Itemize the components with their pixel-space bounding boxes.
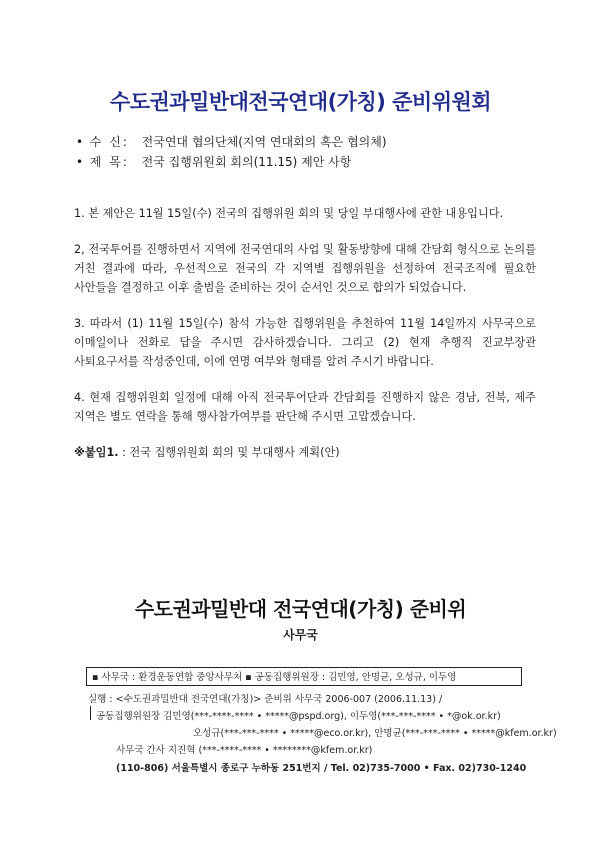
paragraph-2: 2, 전국투어를 진행하면서 지역에 전국연대의 사업 및 활동방향에 대해 간담회 형식으로 논의를 거친 결과에 따라, 우선적으로 전국의 각 지역별 집행위원을 선정하여 전국조직에 필요한 사안들을 결정하고 이후 출범을 준비하는 것이 순서인 것으로 합의가 되었습니다. — [74, 243, 536, 294]
contact-line-2: 오성규(***-***-**** • *****@eco.or.kr), 안명균(***-***-**** • *****@kfem.or.kr) — [193, 728, 557, 739]
paragraph-3: 3. 따라서 (1) 11월 15일(수) 참석 가능한 집행위원을 추천하여 11월 14일까지 사무국으로 이메일이나 전화로 답을 주시면 감사하겠습니다. 그리고 (2) 현재 추행직 진교부장관 사퇴요구서를 작성중인데, 이에 연명 여부와 형태를 알려 주시기 바랍니다. — [74, 317, 536, 368]
paragraph-1: 1. 본 제안은 11월 15일(수) 전국의 집행위원 회의 및 당일 부대행사에 관한 내용입니다. — [74, 207, 504, 220]
attachment-label: ※붙임1. — [74, 446, 119, 459]
address-line: (110-806) 서울특별시 종로구 누하동 251번지 / Tel. 02)735-7000 • Fax. 02)730-1240 — [116, 763, 527, 774]
footer-subtitle: 사무국 — [283, 628, 318, 642]
subject-value: 전국 집행위원회 회의(11.15) 제안 사항 — [141, 155, 352, 169]
recipient-value: 전국연대 협의단체(지역 연대회의 혹은 협의체) — [141, 135, 387, 149]
bullet-icon: • — [76, 155, 84, 169]
attachment-note — [74, 443, 536, 462]
meta-subject-row — [76, 152, 387, 172]
document-title: 수도권과밀반대전국연대(가칭) 준비위원회 — [109, 90, 492, 114]
footer-title: 수도권과밀반대 전국연대(가칭) 준비위 — [134, 597, 467, 621]
divider-bar — [90, 706, 91, 720]
recipient-label: 수 신: — [89, 135, 129, 149]
contact-line-3: 사무국 간사 지진혁 (***-****-**** • ********@kfem.or.kr) — [116, 745, 373, 756]
body-text — [74, 204, 536, 462]
attachment-text: : 전국 집행위원회 회의 및 부대행사 계획(안) — [122, 446, 340, 459]
paragraph-4: 4. 현재 집행위원회 일정에 대해 아직 전국투어단과 간담회를 진행하지 않은 경남, 전북, 제주 지역은 별도 연락을 통해 행사참가여부를 판단해 주시면 고맙겠습니다. — [74, 391, 536, 423]
subject-label: 제 목: — [89, 155, 129, 169]
contact-line-1: 공동집행위원장 김민영(***-****-**** • *****@pspd.org), 이두영(***-***-**** • *@ok.or.kr) — [96, 711, 501, 722]
bullet-icon: • — [76, 135, 84, 149]
meta-block — [76, 132, 387, 172]
contact-box-text: ▪ 사무국 : 환경운동연합 중앙사무처 ▪ 공동집행위원장 : 김민영, 안명균, 오성규, 이두영 — [92, 672, 457, 683]
issue-line: 실행 : <수도권과밀반대 전국연대(가칭)> 준비위 사무국 2006-007 (2006.11.13) / — [88, 694, 443, 705]
meta-recipient-row — [76, 132, 387, 152]
